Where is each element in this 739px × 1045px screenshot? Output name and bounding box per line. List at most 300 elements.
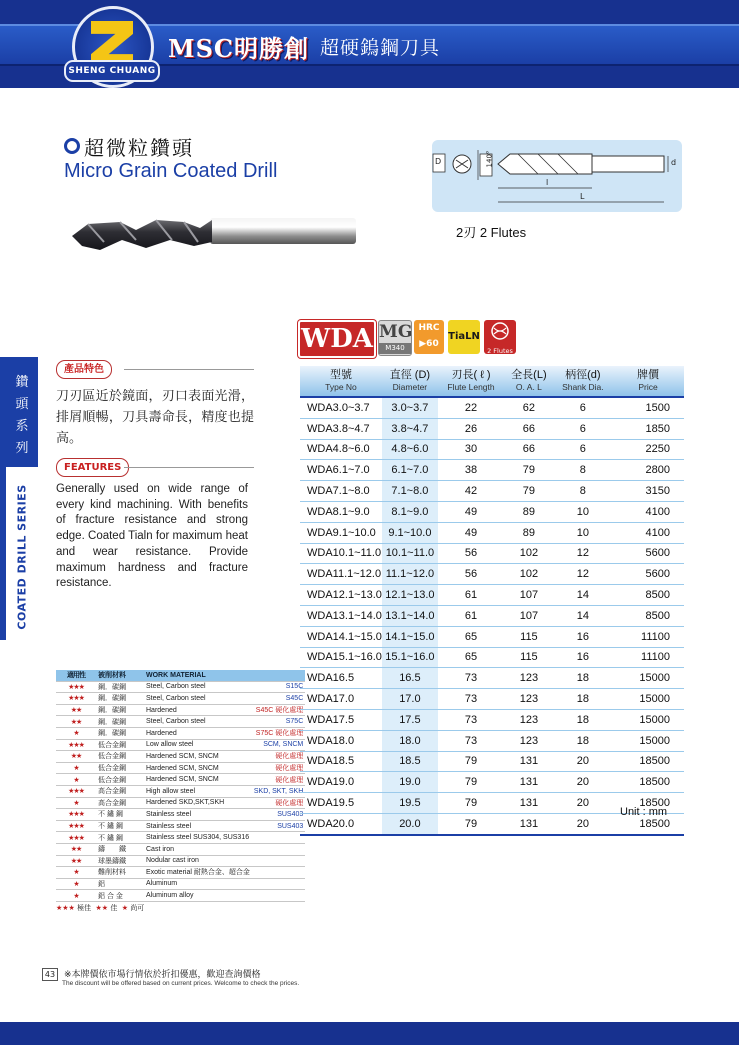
spec-flute-length: 79 — [438, 793, 504, 814]
brand-subtitle: 超硬鎢鋼刀具 — [320, 37, 441, 59]
spec-row — [300, 397, 684, 418]
spec-flute-length: 49 — [438, 501, 504, 522]
spec-type-no: WDA18.5 — [300, 751, 382, 772]
spec-type-no: WDA3.8~4.7 — [300, 418, 382, 439]
spec-price: 5600 — [612, 543, 684, 564]
material-rating: ★★ — [56, 843, 96, 855]
material-name-zh: 低合金鋼 — [96, 762, 144, 774]
spec-overall-length: 131 — [504, 793, 554, 814]
material-rating: ★ — [56, 890, 96, 902]
material-spec: SCM, SNCM — [252, 739, 305, 751]
material-name-zh: 鑄 鐵 — [96, 843, 144, 855]
spec-overall-length: 62 — [504, 397, 554, 418]
features-divider-en — [124, 467, 254, 468]
spec-price: 8500 — [612, 585, 684, 606]
material-row — [56, 820, 305, 832]
material-row — [56, 716, 305, 728]
material-name-en: Hardened SCM, SNCM — [144, 751, 252, 763]
dim-label-d: d — [671, 158, 677, 167]
spec-diameter: 20.0 — [382, 813, 438, 834]
spec-diameter: 18.5 — [382, 751, 438, 772]
material-name-zh: 鋁 — [96, 878, 144, 890]
material-name-en: Low allow steel — [144, 739, 252, 751]
material-row — [56, 681, 305, 693]
spec-header-en: Price — [638, 382, 658, 392]
spec-diameter: 4.8~6.0 — [382, 439, 438, 460]
spec-diameter: 8.1~9.0 — [382, 501, 438, 522]
spec-type-no: WDA7.1~8.0 — [300, 481, 382, 502]
spec-header-en: Shank Dia. — [562, 382, 604, 392]
features-label-en: FEATURES — [56, 458, 129, 477]
spec-flute-length: 30 — [438, 439, 504, 460]
spec-overall-length: 66 — [504, 418, 554, 439]
spec-flute-length: 73 — [438, 668, 504, 689]
material-name-zh: 低合金鋼 — [96, 739, 144, 751]
material-spec: S45C 硬化處理 — [252, 704, 305, 716]
spec-overall-length: 131 — [504, 772, 554, 793]
spec-row — [300, 772, 684, 793]
spec-price: 15000 — [612, 689, 684, 710]
wda-badge — [298, 320, 376, 358]
spec-type-no: WDA14.1~15.0 — [300, 626, 382, 647]
material-spec: SKD, SKT, SKH — [252, 785, 305, 797]
material-spec — [252, 867, 305, 879]
legend-stars-3: ★★★ — [56, 904, 75, 912]
material-row — [56, 739, 305, 751]
spec-type-no: WDA18.0 — [300, 730, 382, 751]
dim-label-D: D — [435, 157, 442, 166]
material-row — [56, 751, 305, 763]
material-name-en: Cast iron — [144, 843, 252, 855]
material-name-en: Aluminum alloy — [144, 890, 252, 902]
hrc-badge-label: HRC — [418, 323, 440, 333]
spec-shank-dia: 12 — [554, 543, 612, 564]
legend-stars-2: ★★ — [95, 904, 109, 912]
spec-price: 2250 — [612, 439, 684, 460]
spec-flute-length: 49 — [438, 522, 504, 543]
material-name-en: Stainless steel — [144, 820, 252, 832]
material-name-en: Steel, Carbon steel — [144, 716, 252, 728]
material-name-en: Exotic material 耐熱合金、超合金 — [144, 867, 252, 879]
spec-overall-length: 89 — [504, 501, 554, 522]
material-row — [56, 704, 305, 716]
title-bullet-icon — [64, 138, 80, 154]
spec-type-no: WDA19.5 — [300, 793, 382, 814]
spec-row — [300, 564, 684, 585]
material-spec: 硬化處理 — [252, 762, 305, 774]
spec-shank-dia: 16 — [554, 647, 612, 668]
spec-price: 11100 — [612, 626, 684, 647]
material-rating: ★ — [56, 797, 96, 809]
spec-header-zh: 直徑 (D) — [389, 369, 431, 381]
legend-text-1: 尚可 — [130, 904, 145, 912]
spec-diameter: 6.1~7.0 — [382, 460, 438, 481]
spec-overall-length: 131 — [504, 751, 554, 772]
spec-header-zh: 全長(L) — [511, 369, 547, 381]
dim-label-angle: 140° — [485, 150, 494, 168]
spec-type-no: WDA17.5 — [300, 709, 382, 730]
logo-ribbon: SHENG CHUANG — [64, 60, 160, 82]
material-spec — [252, 832, 305, 844]
material-name-zh: 不 鏽 鋼 — [96, 820, 144, 832]
header-bar — [0, 0, 739, 88]
two-flute-icon — [484, 320, 516, 342]
tialn-badge-label: TiaLN — [448, 331, 480, 342]
spec-diameter: 14.1~15.0 — [382, 626, 438, 647]
spec-overall-length: 131 — [504, 813, 554, 834]
material-row — [56, 693, 305, 705]
spec-type-no: WDA17.0 — [300, 689, 382, 710]
material-table-body — [56, 681, 305, 901]
flutes-label: 2刃 2 Flutes — [456, 225, 527, 240]
spec-diameter: 15.1~16.0 — [382, 647, 438, 668]
footer-bar — [0, 1022, 739, 1045]
material-header-rating: 適用性 — [56, 670, 96, 681]
spec-row — [300, 585, 684, 606]
material-rating: ★★★ — [56, 809, 96, 821]
spec-type-no: WDA11.1~12.0 — [300, 564, 382, 585]
material-name-en: Nodular cast iron — [144, 855, 252, 867]
material-rating: ★★★ — [56, 739, 96, 751]
material-rating: ★ — [56, 878, 96, 890]
spec-row — [300, 751, 684, 772]
material-rating: ★ — [56, 774, 96, 786]
spec-row — [300, 689, 684, 710]
material-row — [56, 867, 305, 879]
spec-overall-length: 107 — [504, 585, 554, 606]
material-name-zh: 鋼．碳鋼 — [96, 681, 144, 693]
spec-diameter: 17.0 — [382, 689, 438, 710]
spec-shank-dia: 6 — [554, 397, 612, 418]
spec-shank-dia: 10 — [554, 501, 612, 522]
spec-diameter: 19.5 — [382, 793, 438, 814]
spec-header-zh: 柄徑(d) — [565, 369, 601, 381]
spec-diameter: 17.5 — [382, 709, 438, 730]
material-header-zh: 被削材料 — [96, 670, 144, 681]
spec-row — [300, 709, 684, 730]
spec-type-no: WDA8.1~9.0 — [300, 501, 382, 522]
material-row — [56, 797, 305, 809]
material-spec: 硬化處理 — [252, 751, 305, 763]
spec-type-no: WDA10.1~11.0 — [300, 543, 382, 564]
material-spec — [252, 843, 305, 855]
material-name-zh: 鋼．碳鋼 — [96, 727, 144, 739]
spec-price: 8500 — [612, 605, 684, 626]
material-spec — [252, 878, 305, 890]
mg-badge — [378, 320, 412, 356]
spec-type-no: WDA3.0~3.7 — [300, 397, 382, 418]
spec-flute-length: 65 — [438, 647, 504, 668]
spec-shank-dia: 14 — [554, 585, 612, 606]
side-tab-char: 列 — [15, 441, 29, 456]
material-name-zh: 難削材料 — [96, 867, 144, 879]
spec-table — [300, 366, 684, 836]
spec-shank-dia: 20 — [554, 793, 612, 814]
spec-overall-length: 102 — [504, 543, 554, 564]
material-name-en: Stainless steel — [144, 809, 252, 821]
mg-badge-sub: M340 — [379, 343, 411, 354]
features-divider-zh — [124, 369, 254, 370]
material-table — [56, 670, 305, 902]
material-row — [56, 843, 305, 855]
spec-shank-dia: 18 — [554, 689, 612, 710]
legend-text-3: 極佳 — [77, 904, 92, 912]
material-spec: SUS403 — [252, 809, 305, 821]
material-name-zh: 鋼．碳鋼 — [96, 716, 144, 728]
material-rating: ★★ — [56, 704, 96, 716]
side-tab-char: 頭 — [15, 397, 29, 412]
material-rating: ★ — [56, 762, 96, 774]
spec-shank-dia: 6 — [554, 418, 612, 439]
material-row — [56, 727, 305, 739]
spec-overall-length: 123 — [504, 668, 554, 689]
spec-header-zh: 刃長( ℓ ) — [451, 369, 491, 381]
spec-type-no: WDA13.1~14.0 — [300, 605, 382, 626]
spec-overall-length: 107 — [504, 605, 554, 626]
spec-type-no: WDA6.1~7.0 — [300, 460, 382, 481]
spec-overall-length: 123 — [504, 730, 554, 751]
material-name-zh: 鋼．碳鋼 — [96, 704, 144, 716]
material-rating: ★★ — [56, 716, 96, 728]
material-name-zh: 低合金鋼 — [96, 774, 144, 786]
material-row — [56, 785, 305, 797]
spec-row — [300, 626, 684, 647]
material-spec: 硬化處理 — [252, 774, 305, 786]
spec-row — [300, 418, 684, 439]
material-name-zh: 不 鏽 鋼 — [96, 809, 144, 821]
spec-overall-length: 102 — [504, 564, 554, 585]
spec-table-header — [300, 366, 684, 397]
spec-flute-length: 79 — [438, 772, 504, 793]
spec-flute-length: 65 — [438, 626, 504, 647]
spec-shank-dia: 14 — [554, 605, 612, 626]
side-tab-char: 鑽 — [15, 375, 29, 390]
material-row — [56, 762, 305, 774]
spec-row — [300, 501, 684, 522]
flutes-badge — [484, 320, 516, 354]
material-row — [56, 809, 305, 821]
spec-flute-length: 79 — [438, 813, 504, 834]
material-name-en: Steel, Carbon steel — [144, 681, 252, 693]
material-name-zh: 不 鏽 鋼 — [96, 832, 144, 844]
spec-shank-dia: 8 — [554, 460, 612, 481]
spec-flute-length: 73 — [438, 709, 504, 730]
flutes-badge-label: 2 Flutes — [487, 347, 513, 355]
spec-price: 15000 — [612, 730, 684, 751]
spec-price: 18500 — [612, 813, 684, 834]
spec-flute-length: 56 — [438, 543, 504, 564]
material-rating: ★★★ — [56, 693, 96, 705]
spec-row — [300, 605, 684, 626]
material-name-zh: 高合金鋼 — [96, 785, 144, 797]
material-name-en: Aluminum — [144, 878, 252, 890]
material-header-spec — [252, 670, 305, 681]
spec-row — [300, 481, 684, 502]
material-row — [56, 890, 305, 902]
spec-header-cell — [504, 366, 554, 397]
material-spec — [252, 855, 305, 867]
spec-overall-length: 79 — [504, 481, 554, 502]
spec-price: 4100 — [612, 501, 684, 522]
spec-type-no: WDA16.5 — [300, 668, 382, 689]
spec-flute-length: 79 — [438, 751, 504, 772]
material-spec: 硬化處理 — [252, 797, 305, 809]
features-label-zh: 產品特色 — [56, 360, 112, 379]
spec-shank-dia: 16 — [554, 626, 612, 647]
spec-flute-length: 61 — [438, 585, 504, 606]
material-name-en: Hardened — [144, 727, 252, 739]
spec-price: 15000 — [612, 668, 684, 689]
spec-shank-dia: 10 — [554, 522, 612, 543]
spec-flute-length: 56 — [438, 564, 504, 585]
spec-shank-dia: 12 — [554, 564, 612, 585]
material-name-en: Hardened SCM, SNCM — [144, 774, 252, 786]
spec-header-en: Flute Length — [447, 382, 495, 392]
material-spec: SUS403 — [252, 820, 305, 832]
material-spec: S75C — [252, 716, 305, 728]
spec-flute-length: 73 — [438, 730, 504, 751]
spec-shank-dia: 8 — [554, 481, 612, 502]
spec-row — [300, 668, 684, 689]
material-rating: ★★★ — [56, 832, 96, 844]
legend-stars-1: ★ — [121, 904, 129, 912]
spec-header-en: Diameter — [392, 382, 428, 392]
spec-header-cell — [612, 366, 684, 397]
spec-shank-dia: 20 — [554, 772, 612, 793]
spec-shank-dia: 18 — [554, 668, 612, 689]
side-tab-zh — [6, 357, 38, 467]
price-note-zh: ※本牌價依市場行情依於折扣優惠，歡迎查詢價格 — [64, 970, 261, 980]
spec-price: 5600 — [612, 564, 684, 585]
spec-overall-length: 66 — [504, 439, 554, 460]
material-name-zh: 低合金鋼 — [96, 751, 144, 763]
material-rating: ★★ — [56, 855, 96, 867]
spec-header-en: Type No — [325, 382, 357, 392]
side-tab-en-label: COATED DRILL SERIES — [15, 484, 29, 630]
material-name-en: Stainless steel SUS304, SUS316 — [144, 832, 252, 844]
material-spec — [252, 890, 305, 902]
material-row — [56, 832, 305, 844]
spec-price: 1500 — [612, 397, 684, 418]
material-rating: ★★ — [56, 751, 96, 763]
material-spec: S45C — [252, 693, 305, 705]
spec-type-no: WDA15.1~16.0 — [300, 647, 382, 668]
material-name-zh: 高合金鋼 — [96, 797, 144, 809]
spec-overall-length: 115 — [504, 626, 554, 647]
spec-type-no: WDA9.1~10.0 — [300, 522, 382, 543]
spec-flute-length: 26 — [438, 418, 504, 439]
brand-name: MSC明勝創 — [168, 34, 309, 63]
spec-flute-length: 22 — [438, 397, 504, 418]
material-spec: S15C — [252, 681, 305, 693]
spec-flute-length: 61 — [438, 605, 504, 626]
material-rating: ★★★ — [56, 785, 96, 797]
spec-header-cell — [382, 366, 438, 397]
hrc-badge — [414, 320, 444, 354]
drill-schematic-icon — [432, 140, 682, 212]
spec-shank-dia: 20 — [554, 751, 612, 772]
wda-badge-label: WDA — [301, 324, 373, 354]
spec-overall-length: 123 — [504, 689, 554, 710]
spec-row — [300, 439, 684, 460]
spec-type-no: WDA20.0 — [300, 813, 382, 834]
side-tab-char: 系 — [15, 419, 29, 434]
spec-diameter: 16.5 — [382, 668, 438, 689]
spec-shank-dia: 20 — [554, 813, 612, 834]
spec-diameter: 7.1~8.0 — [382, 481, 438, 502]
spec-overall-length: 79 — [504, 460, 554, 481]
spec-header-zh: 型號 — [329, 369, 352, 381]
spec-flute-length: 38 — [438, 460, 504, 481]
spec-diameter: 3.0~3.7 — [382, 397, 438, 418]
spec-header-zh: 牌價 — [637, 369, 659, 381]
spec-overall-length: 123 — [504, 709, 554, 730]
material-name-en: High allow steel — [144, 785, 252, 797]
spec-row — [300, 522, 684, 543]
spec-diameter: 3.8~4.7 — [382, 418, 438, 439]
spec-price: 1850 — [612, 418, 684, 439]
spec-diameter: 18.0 — [382, 730, 438, 751]
spec-header-cell — [300, 366, 382, 397]
spec-type-no: WDA19.0 — [300, 772, 382, 793]
material-name-zh: 鋁 合 金 — [96, 890, 144, 902]
spec-price: 4100 — [612, 522, 684, 543]
spec-price: 18500 — [612, 751, 684, 772]
side-tab — [0, 357, 38, 640]
features-desc-en: Generally used on wide range of every kind machining. With benefits of fracture resistance and strong edge. Coated Tialn for maximum heat and wear resistance. Provide maximum hardness and fracture resistance. — [56, 483, 248, 590]
spec-type-no: WDA12.1~13.0 — [300, 585, 382, 606]
dim-label-l: l — [546, 178, 549, 187]
spec-header-en: O. A. L — [515, 382, 542, 392]
spec-flute-length: 42 — [438, 481, 504, 502]
spec-diameter: 13.1~14.0 — [382, 605, 438, 626]
spec-shank-dia: 6 — [554, 439, 612, 460]
hrc-badge-sub: ▶60 — [419, 339, 439, 349]
tialn-badge — [448, 320, 480, 354]
material-row — [56, 878, 305, 890]
page-title-en: Micro Grain Coated Drill — [64, 160, 278, 182]
spec-type-no: WDA4.8~6.0 — [300, 439, 382, 460]
spec-row — [300, 730, 684, 751]
spec-diameter: 12.1~13.0 — [382, 585, 438, 606]
material-spec: S75C 硬化處理 — [252, 727, 305, 739]
spec-diameter: 9.1~10.0 — [382, 522, 438, 543]
spec-price: 18500 — [612, 772, 684, 793]
spec-row — [300, 460, 684, 481]
material-rating: ★ — [56, 867, 96, 879]
page-number: 43 — [42, 968, 58, 981]
spec-diameter: 19.0 — [382, 772, 438, 793]
spec-price: 11100 — [612, 647, 684, 668]
material-name-zh: 球墨鑄鐵 — [96, 855, 144, 867]
spec-flute-length: 73 — [438, 689, 504, 710]
spec-price: 18500 — [612, 793, 684, 814]
material-name-en: Hardened SKD,SKT,SKH — [144, 797, 252, 809]
material-rating: ★★★ — [56, 681, 96, 693]
material-row — [56, 774, 305, 786]
spec-diameter: 10.1~11.0 — [382, 543, 438, 564]
page-title-zh: 超微粒鑽頭 — [84, 136, 194, 160]
features-desc-zh: 刀刃區近於鏡面，刃口表面光滑，排屑順暢，刀具壽命長，精度也提高。 — [56, 389, 254, 446]
spec-header-cell — [438, 366, 504, 397]
spec-price: 3150 — [612, 481, 684, 502]
spec-table-body — [300, 397, 684, 835]
spec-price: 15000 — [612, 709, 684, 730]
side-tab-en — [13, 482, 31, 632]
spec-overall-length: 89 — [504, 522, 554, 543]
spec-shank-dia: 18 — [554, 730, 612, 751]
material-rating: ★ — [56, 727, 96, 739]
